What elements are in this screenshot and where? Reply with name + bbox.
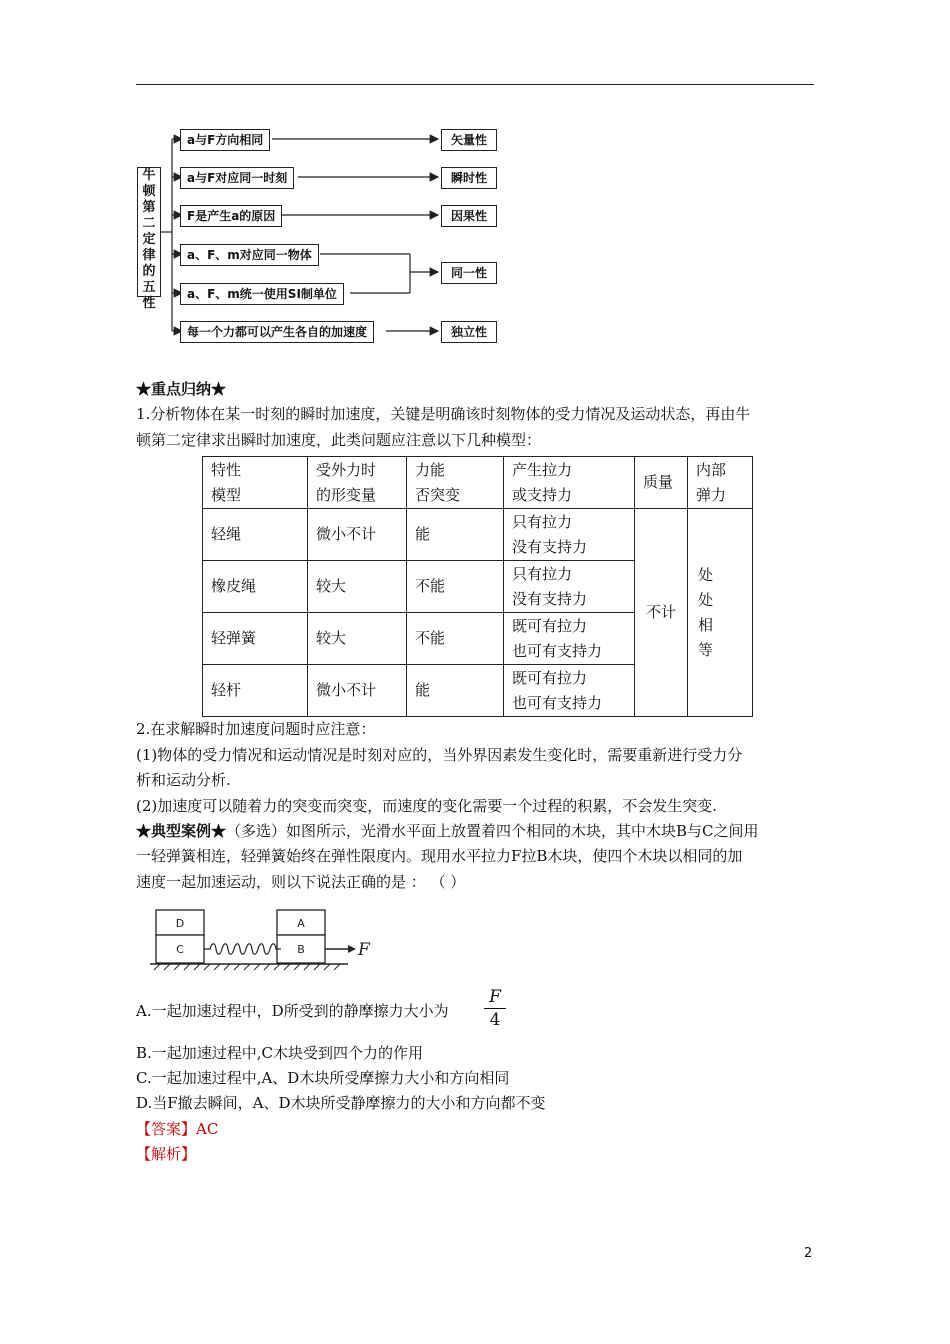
cell-elastic: 处 处 相 等 (688, 509, 753, 717)
diagram-item-instant: a与F对应同一时刻 (180, 167, 294, 189)
paragraph-1-line-1: 1.分析物体在某一时刻的瞬时加速度，关键是明确该时刻物体的受力情况及运动状态，再由牛 (136, 405, 751, 423)
cell-model: 轻绳 (203, 509, 308, 561)
root-char: 二 (142, 216, 156, 231)
block-b-label: B (297, 943, 305, 956)
cell-force: 既可有拉力 也可有支持力 (504, 665, 635, 717)
cell-sudden: 不能 (407, 613, 504, 665)
fraction-numerator: F (489, 987, 501, 1007)
diagram-item-cause: F是产生a的原因 (180, 205, 282, 227)
cell-model: 轻杆 (203, 665, 308, 717)
table-row (203, 509, 753, 561)
cell-deform: 较大 (308, 613, 407, 665)
diagram-item-same-object: a、F、m对应同一物体 (180, 244, 319, 266)
root-char: 律 (142, 248, 156, 263)
diagram-connectors (130, 120, 510, 350)
diagram-result-causal: 因果性 (441, 205, 497, 227)
header-cell: 质量 (635, 457, 688, 509)
paragraph-2-2: (2)加速度可以随着力的突变而突变，而速度的变化需要一个过程的积累，不会发生突变. (136, 797, 718, 815)
root-char: 性 (142, 296, 156, 311)
diagram-item-independence: 每一个力都可以产生各自的加速度 (180, 321, 374, 343)
root-char: 顿 (142, 184, 156, 199)
ground-hatch (154, 964, 340, 970)
cell-model: 橡皮绳 (203, 561, 308, 613)
root-char: 五 (142, 280, 156, 295)
key-summary-heading: ★重点归纳★ (136, 380, 227, 398)
cell-force: 只有拉力 没有支持力 (504, 509, 635, 561)
header-cell: 产生拉力 或支持力 (504, 457, 635, 509)
blocks-figure (148, 900, 388, 972)
header-cell: 受外力时 的形变量 (308, 457, 407, 509)
header-cell: 力能 否突变 (407, 457, 504, 509)
example-line-1-text: （多选）如图所示，光滑水平面上放置着四个相同的木块，其中木块B与C之间用 (226, 822, 759, 840)
header-cell: 特性 模型 (203, 457, 308, 509)
cell-mass: 不计 (635, 509, 688, 717)
root-char: 牛 (142, 168, 156, 183)
paragraph-2-1-line-1: (1)物体的受力情况和运动情况是时刻对应的，当外界因素发生变化时，需要重新进行受力分 (136, 746, 743, 764)
header-rule (136, 84, 814, 85)
answer-line (136, 1116, 218, 1142)
example-line-2: 一轻弹簧相连，轻弹簧始终在弹性限度内。现用水平拉力F拉B木块，使四个木块以相同的加 (136, 847, 743, 865)
table-header-row (203, 457, 753, 509)
diagram-item-si-units: a、F、m统一使用SI制单位 (180, 283, 344, 305)
models-table (202, 456, 753, 717)
root-char: 第 (142, 200, 156, 215)
paragraph-2: 2.在求解瞬时加速度问题时应注意： (136, 720, 376, 738)
header-cell: 内部 弹力 (688, 457, 753, 509)
cell-sudden: 能 (407, 509, 504, 561)
answer-label: 【答案】 (136, 1120, 197, 1138)
answer-value: AC (196, 1120, 219, 1138)
option-d: D.当F撤去瞬间，A、D木块所受静摩擦力的大小和方向都不变 (136, 1094, 546, 1112)
diagram-result-independence: 独立性 (441, 321, 497, 343)
root-char: 的 (142, 264, 156, 279)
fraction-denominator: 4 (484, 1008, 506, 1031)
diagram-item-vector: a与F方向相同 (180, 129, 270, 151)
force-arrowhead (348, 945, 356, 953)
option-a-fraction (484, 986, 506, 1031)
cell-force: 只有拉力 没有支持力 (504, 561, 635, 613)
example-line-1 (136, 818, 759, 844)
diagram-result-instant: 瞬时性 (441, 167, 497, 189)
page-number: 2 (804, 1246, 813, 1261)
cell-deform: 较大 (308, 561, 407, 613)
cell-force: 既可有拉力 也可有支持力 (504, 613, 635, 665)
cell-sudden: 不能 (407, 561, 504, 613)
force-label: F (358, 940, 370, 960)
diagram-result-identity: 同一性 (441, 262, 497, 284)
cell-model: 轻弹簧 (203, 613, 308, 665)
option-a-text: A.一起加速过程中，D所受到的静摩擦力大小为 (136, 1002, 449, 1020)
spring (204, 944, 281, 955)
option-b: B.一起加速过程中,C木块受到四个力的作用 (136, 1044, 424, 1062)
cell-sudden: 能 (407, 665, 504, 717)
option-c: C.一起加速过程中,A、D木块所受摩擦力大小和方向相同 (136, 1069, 510, 1087)
block-c-label: C (176, 943, 184, 956)
block-d-label: D (175, 917, 185, 930)
analysis-label: 【解析】 (136, 1145, 197, 1163)
example-line-3: 速度一起加速运动，则以下说法正确的是 ： （ ） (136, 873, 466, 891)
cell-deform: 微小不计 (308, 509, 407, 561)
root-char: 定 (142, 232, 156, 247)
diagram-result-vector: 矢量性 (441, 129, 497, 151)
block-a-label: A (297, 917, 305, 930)
example-heading: ★典型案例★ (136, 822, 227, 840)
paragraph-1-line-2: 顿第二定律求出瞬时加速度，此类问题应注意以下几种模型： (136, 431, 542, 449)
paragraph-2-1-line-2: 析和运动分析. (136, 771, 231, 789)
cell-deform: 微小不计 (308, 665, 407, 717)
